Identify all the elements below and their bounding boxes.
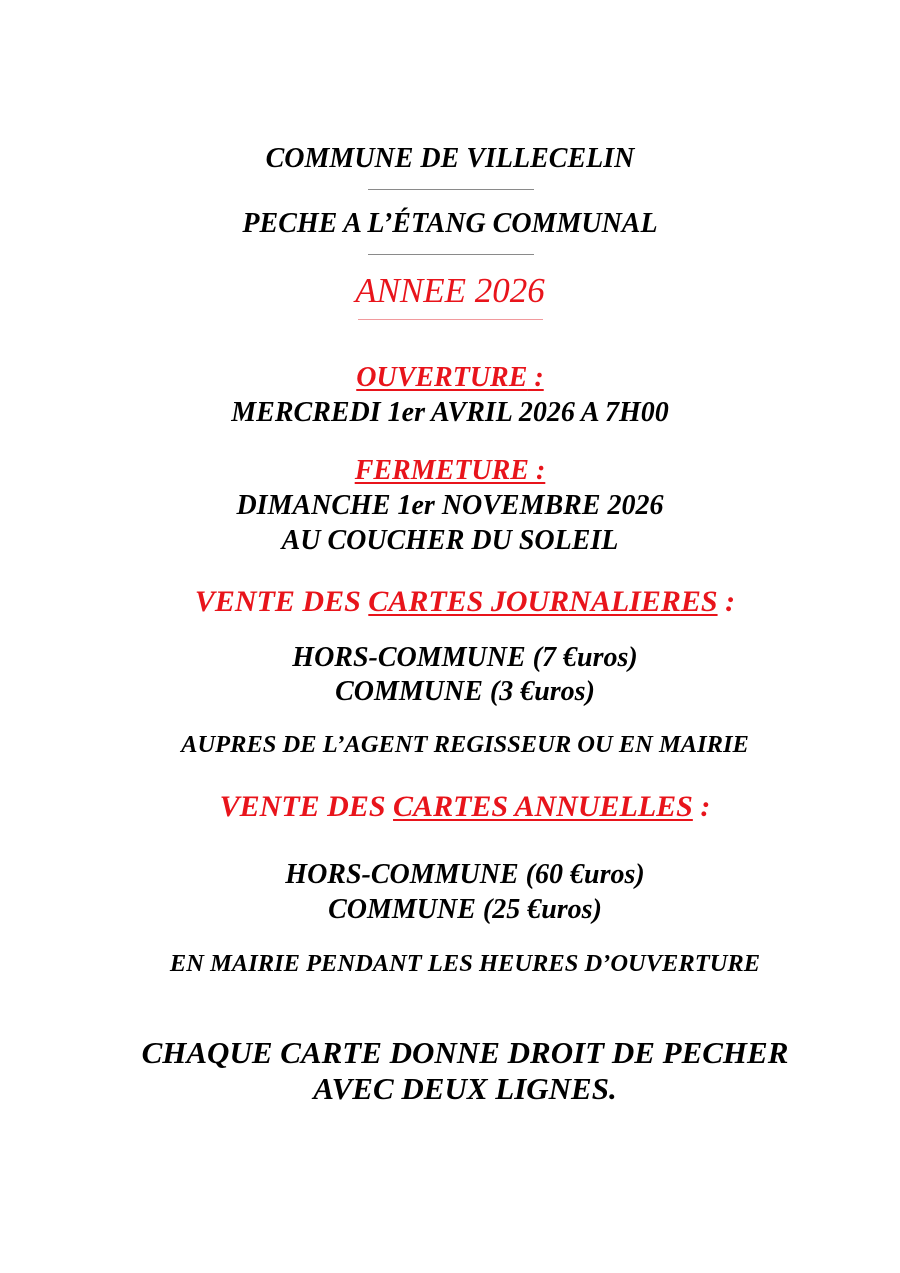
annual-price-commune: COMMUNE (25 €uros) <box>328 894 602 925</box>
annual-cards-where: EN MAIRIE PENDANT LES HEURES D’OUVERTURE <box>169 950 761 977</box>
divider-1 <box>368 189 534 190</box>
opening-label: OUVERTURE <box>356 362 528 393</box>
activity-title: PECHE A L’ÉTANG COMMUNAL <box>242 208 658 239</box>
annual-price-outside: HORS-COMMUNE (60 €uros) <box>285 859 645 890</box>
rule-line-1: CHAQUE CARTE DONNE DROIT DE PECHER <box>141 1035 789 1070</box>
opening-heading <box>0 362 900 394</box>
annual-cards-heading <box>0 790 900 824</box>
closing-label: FERMETURE : <box>354 455 546 486</box>
closing-heading <box>0 455 900 487</box>
annual-cards-highlight: CARTES ANNUELLES <box>393 790 693 823</box>
rule-line-2: AVEC DEUX LIGNES. <box>313 1071 617 1106</box>
annual-cards-prefix: VENTE DES <box>219 790 394 823</box>
divider-2 <box>368 254 534 255</box>
divider-3 <box>358 319 543 320</box>
daily-cards-where: AUPRES DE L’AGENT REGISSEUR OU EN MAIRIE <box>181 731 749 758</box>
daily-cards-suffix: : <box>717 585 736 618</box>
daily-cards-highlight: CARTES JOURNALIERES <box>368 585 718 618</box>
closing-time: AU COUCHER DU SOLEIL <box>281 525 619 556</box>
closing-date: DIMANCHE 1er NOVEMBRE 2026 <box>236 490 664 521</box>
commune-title: COMMUNE DE VILLECELIN <box>265 143 635 174</box>
opening-date: MERCREDI 1er AVRIL 2026 A 7H00 <box>231 397 669 428</box>
annual-cards-suffix: : <box>692 790 711 823</box>
daily-cards-heading <box>0 585 900 619</box>
daily-cards-prefix: VENTE DES <box>194 585 369 618</box>
daily-price-commune: COMMUNE (3 €uros) <box>335 676 595 707</box>
daily-price-outside: HORS-COMMUNE (7 €uros) <box>292 642 638 673</box>
year-title: ANNEE 2026 <box>355 271 545 310</box>
opening-suffix: : <box>527 362 544 393</box>
